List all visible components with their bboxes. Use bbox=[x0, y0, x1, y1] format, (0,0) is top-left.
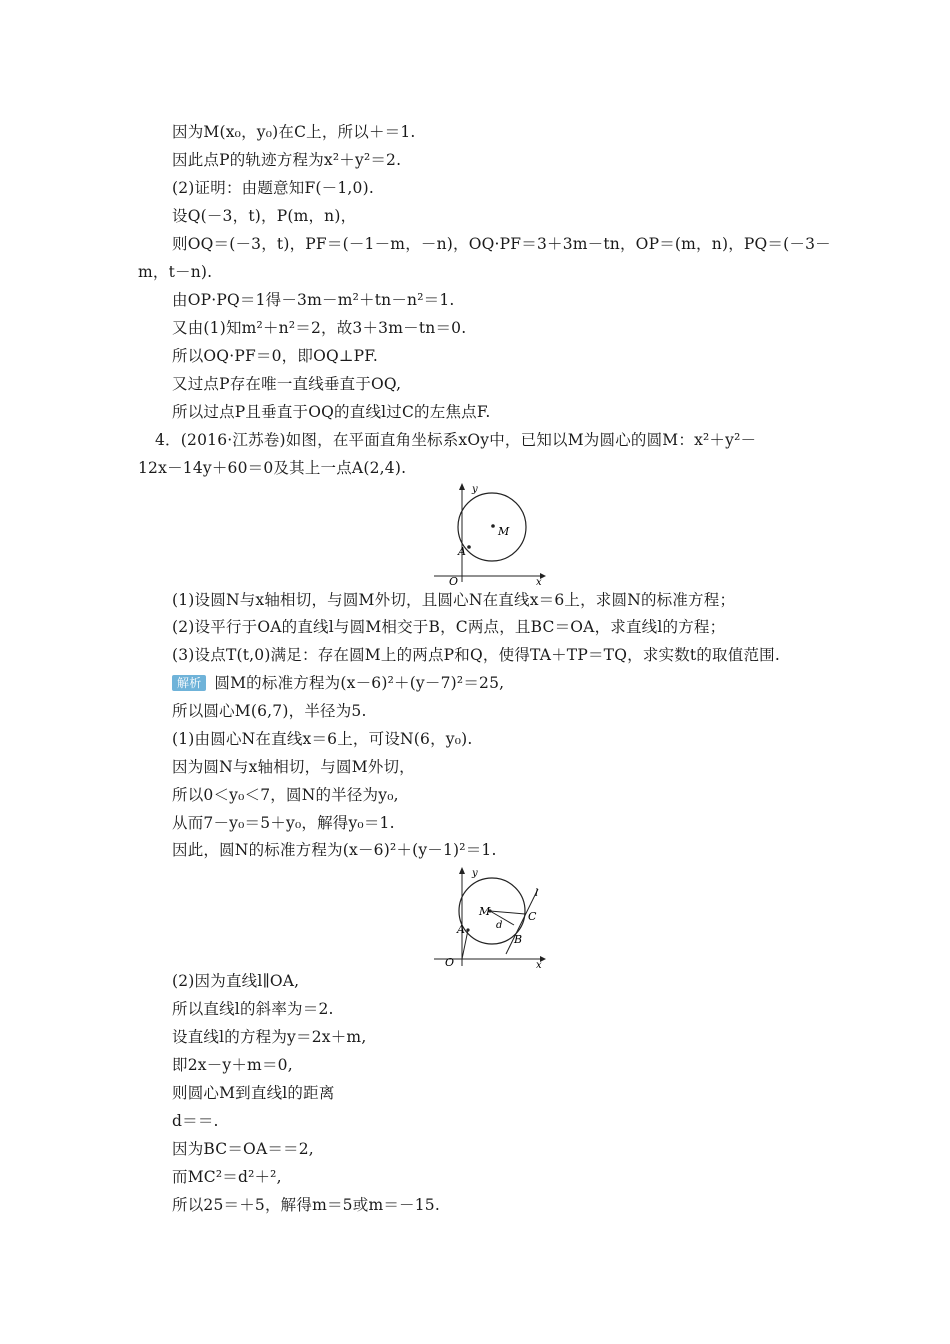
x-axis-label: x bbox=[536, 960, 542, 971]
text-line: 所以直线l的斜率为＝2. bbox=[172, 1000, 334, 1018]
text-line: 又由(1)知m²＋n²＝2，故3＋3m－tn＝0. bbox=[172, 319, 467, 337]
x-axis-label: x bbox=[536, 577, 542, 586]
problem-line: 4．(2016·江苏卷)如图，在平面直角坐标系xOy中，已知以M为圆心的圆M：x²＋y²－ bbox=[155, 431, 757, 449]
text-line: 所以过点P且垂直于OQ的直线l过C的左焦点F. bbox=[172, 403, 491, 421]
text-line: (2)因为直线l∥OA, bbox=[172, 972, 300, 990]
text-line: 又过点P存在唯一直线垂直于OQ, bbox=[172, 375, 402, 393]
text-line: 所以0＜y₀＜7，圆N的半径为y₀, bbox=[172, 786, 399, 804]
point-b-label: B bbox=[514, 933, 523, 946]
figure-circle-line bbox=[428, 862, 554, 972]
origin-label: O bbox=[449, 575, 459, 586]
center-label: M bbox=[479, 905, 491, 918]
question-line: (3)设点T(t,0)满足：存在圆M上的两点P和Q，使得TA＋TP＝TQ，求实数t的取值范围. bbox=[172, 646, 780, 664]
text-line: 因此点P的轨迹方程为x²＋y²＝2. bbox=[172, 151, 402, 169]
point-a-label: A bbox=[457, 923, 465, 936]
figure-circle-m bbox=[428, 478, 554, 586]
text-line: 因此，圆N的标准方程为(x－6)²＋(y－1)²＝1. bbox=[172, 841, 497, 859]
text-line: 所以25＝＋5，解得m＝5或m＝－15. bbox=[172, 1196, 440, 1214]
text-line: 从而7－y₀＝5＋y₀，解得y₀＝1. bbox=[172, 814, 395, 832]
problem-line: 12x－14y＋60＝0及其上一点A(2,4). bbox=[138, 459, 407, 477]
text-line: 因为M(x₀，y₀)在C上，所以＋＝1. bbox=[172, 123, 416, 141]
text-line: d＝＝. bbox=[172, 1112, 219, 1130]
text-line: 由OP·PQ＝1得－3m－m²＋tn－n²＝1. bbox=[172, 291, 455, 309]
text-line: (2)证明：由题意知F(－1,0). bbox=[172, 179, 374, 197]
text-line: m，t－n). bbox=[138, 263, 213, 281]
text-line: (1)由圆心N在直线x＝6上，可设N(6，y₀). bbox=[172, 730, 473, 748]
analysis-line bbox=[172, 673, 504, 693]
question-line: (1)设圆N与x轴相切，与圆M外切，且圆心N在直线x＝6上，求圆N的标准方程； bbox=[172, 591, 736, 609]
text-line: 则OQ＝(－3，t)，PF＝(－1－m，－n)，OQ·PF＝3＋3m－tn，OP＝(m，n)，PQ＝(－3－ bbox=[172, 235, 831, 253]
center-label: M bbox=[498, 525, 510, 538]
point-c-label: C bbox=[528, 910, 537, 923]
line-l-label: l bbox=[535, 888, 539, 899]
text-line: 所以OQ·PF＝0，即OQ⊥PF. bbox=[172, 347, 378, 365]
text-line: 所以圆心M(6,7)，半径为5. bbox=[172, 702, 367, 720]
text-line: 因为BC＝OA＝＝2, bbox=[172, 1140, 314, 1158]
text-line: 而MC²＝d²＋², bbox=[172, 1168, 282, 1186]
point-a-label: A bbox=[458, 545, 466, 558]
question-line: (2)设平行于OA的直线l与圆M相交于B，C两点，且BC＝OA，求直线l的方程； bbox=[172, 618, 726, 636]
text-line: 则圆心M到直线l的距离 bbox=[172, 1084, 335, 1102]
y-axis-label: y bbox=[472, 868, 478, 879]
analysis-badge: 解析 bbox=[172, 675, 206, 691]
text-line: 设直线l的方程为y＝2x＋m, bbox=[172, 1028, 367, 1046]
analysis-text: 圆M的标准方程为(x－6)²＋(y－7)²＝25, bbox=[214, 674, 505, 692]
text-line: 设Q(－3，t)，P(m，n)， bbox=[172, 207, 357, 225]
origin-label: O bbox=[445, 956, 455, 969]
distance-label: d bbox=[496, 920, 503, 931]
text-line: 因为圆N与x轴相切，与圆M外切， bbox=[172, 758, 415, 776]
text-line: 即2x－y＋m＝0, bbox=[172, 1056, 293, 1074]
y-axis-label: y bbox=[472, 484, 478, 495]
